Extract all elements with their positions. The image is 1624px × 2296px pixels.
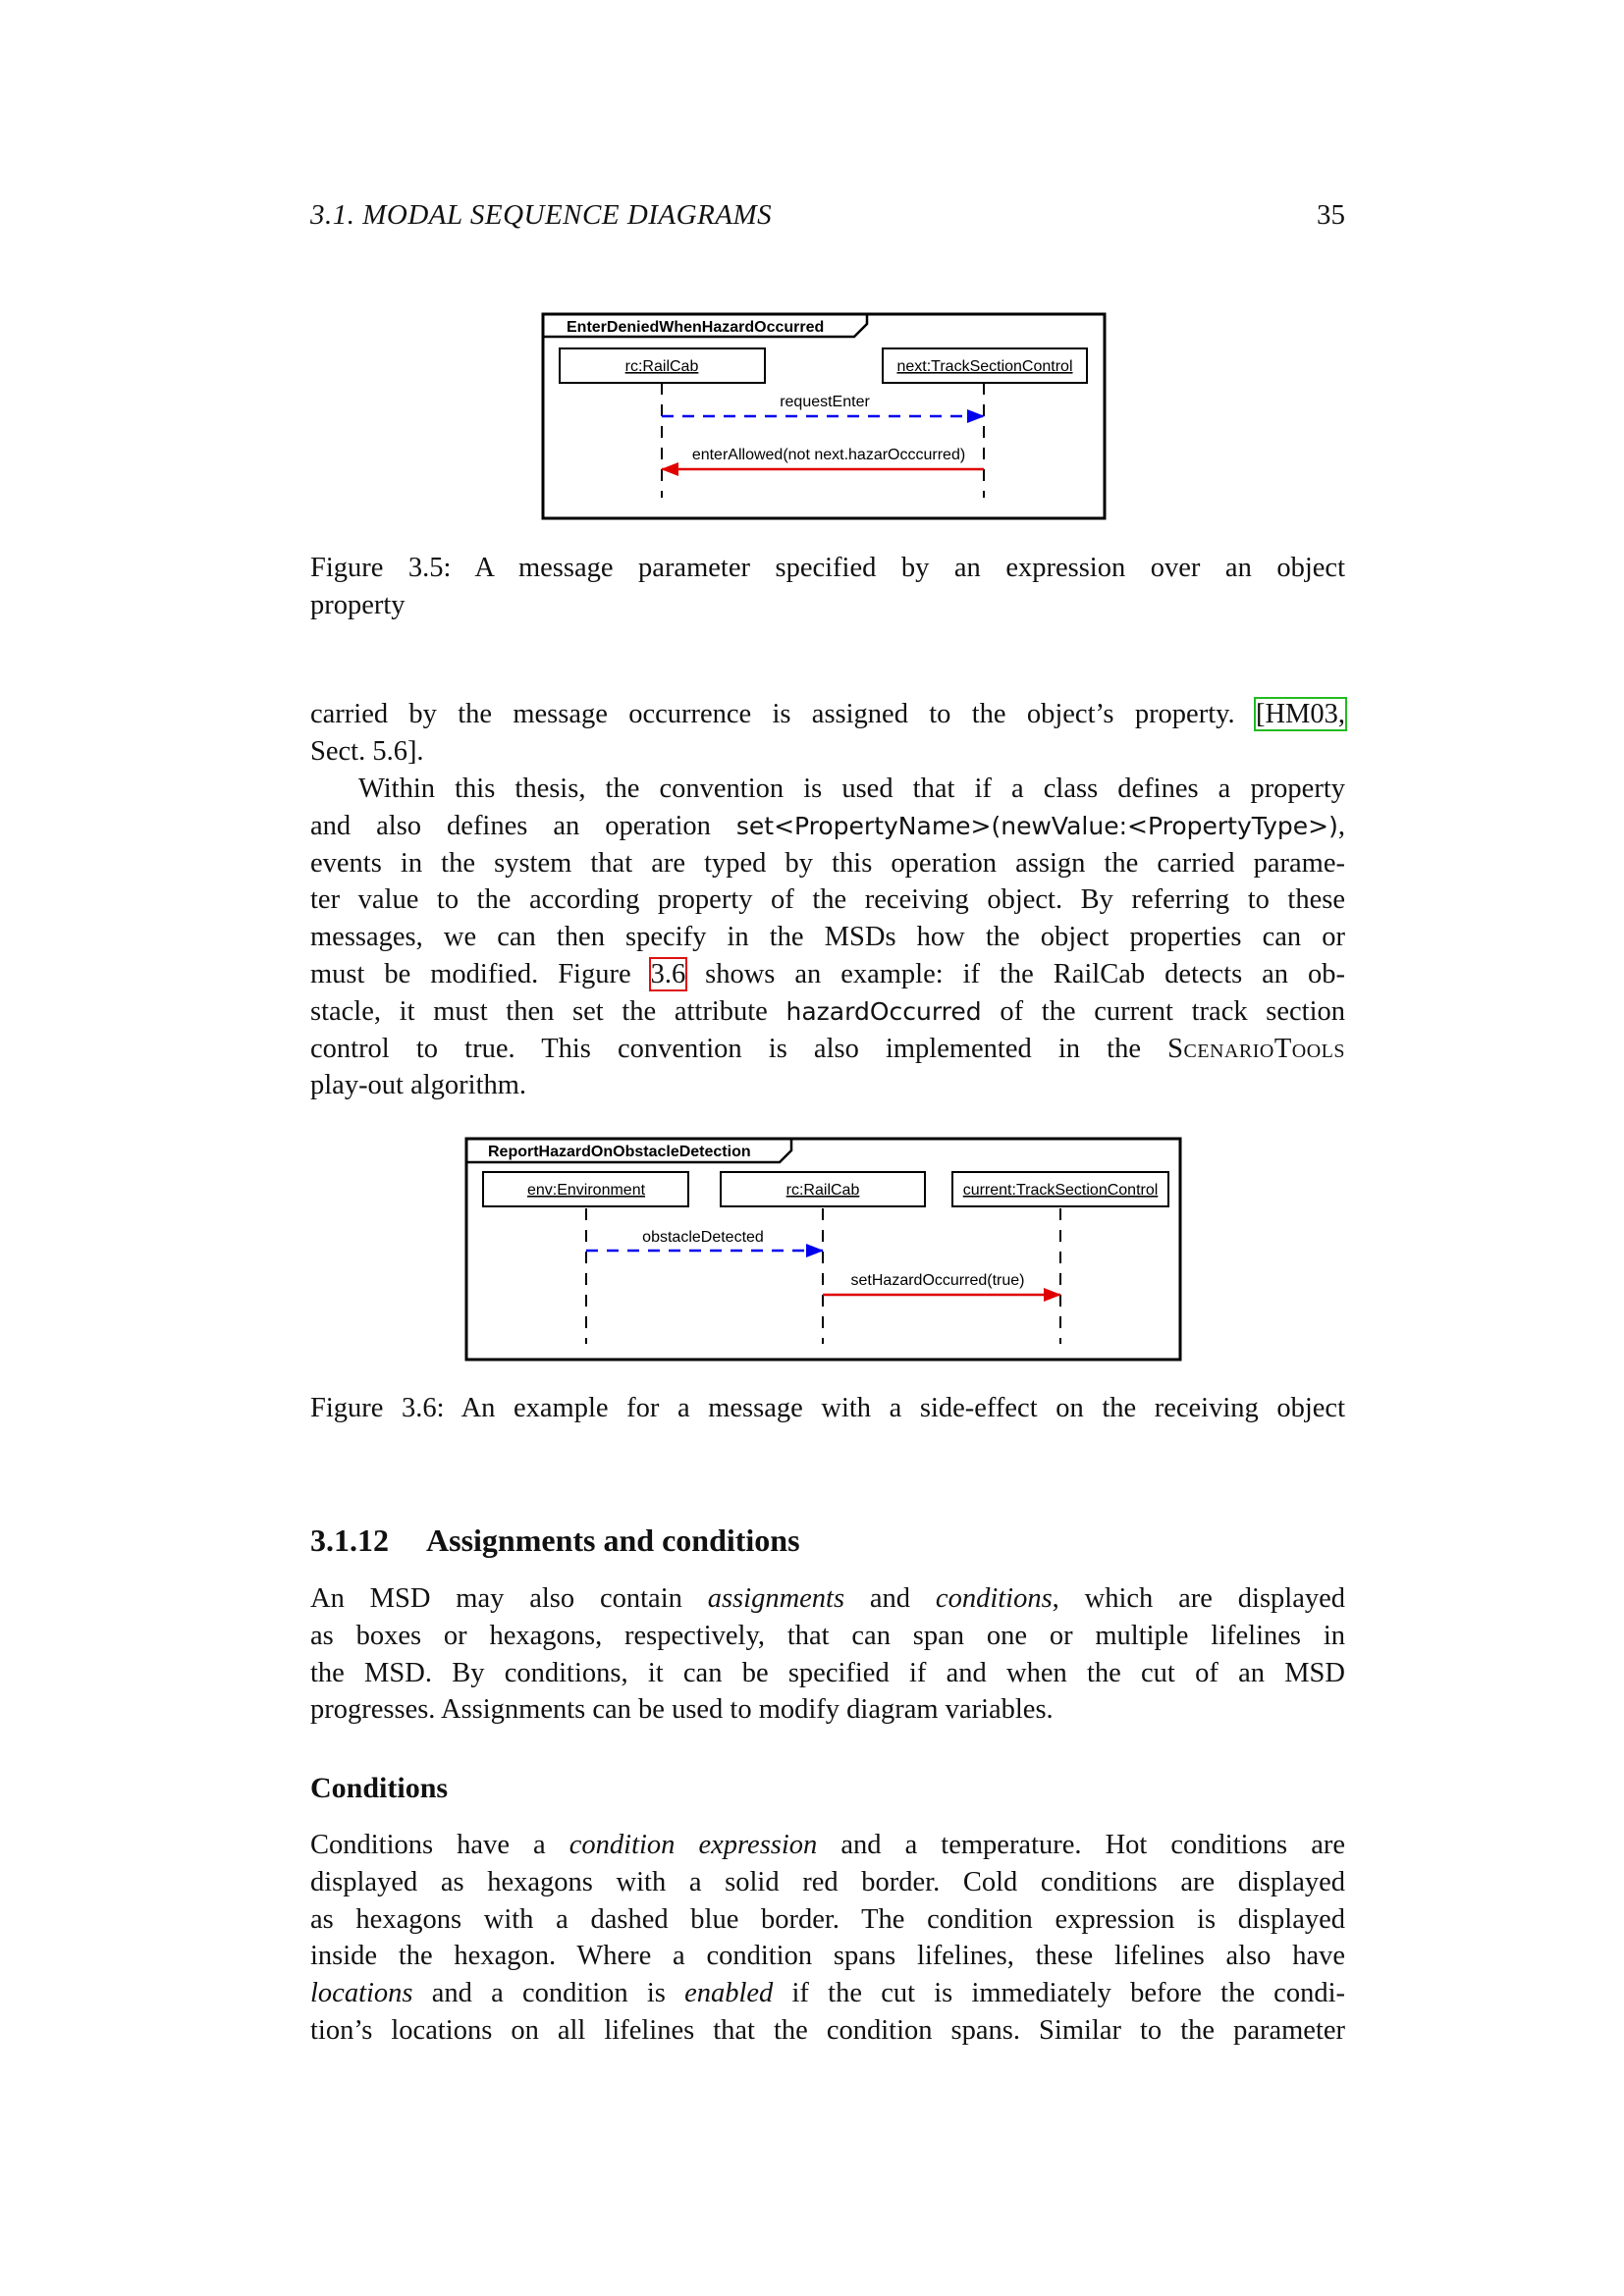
text-segment: ScenarioTools [1167,1033,1345,1064]
paragraph-1 [310,696,1345,771]
text-segment: play-out algorithm. [310,1070,527,1101]
text-line [310,845,1345,882]
text-segment: Figure 3.6: An example for a message with a side-effect on the receiving object [310,1393,1345,1423]
text-line [310,919,1345,956]
citation-link[interactable]: [HM03, [1255,699,1345,729]
text-segment: property [310,589,406,620]
text-segment: conditions [935,1583,1053,1614]
text-segment: as boxes or hexagons, respectively, that can span one or multiple lifelines in [310,1620,1345,1651]
paragraph-4 [310,1827,1345,2050]
text-line [310,696,1345,733]
text-segment: and a condition is [412,1978,685,2009]
text-segment: if the cut is immediately before the condi- [773,1978,1345,2009]
text-segment: and also defines an operation [310,810,736,841]
message-label: obstacleDetected [642,1229,764,1246]
text-line [310,550,1345,587]
section-number: 3.1.12 [310,1522,389,1558]
text-segment: displayed as hexagons with a solid red border. Cold conditions are displayed [310,1866,1345,1897]
text-line [310,1691,1345,1729]
text-segment: Within this thesis, the convention is used that if a class defines a property [358,774,1345,804]
text-line [310,1827,1345,1864]
text-segment: locations [310,1978,413,2009]
message-enterAllowed [662,447,984,469]
lifeline-rc [721,1172,925,1344]
text-segment: and a temperature. Hot conditions are [817,1830,1345,1860]
text-line [310,1580,1345,1618]
text-line [310,956,1345,993]
message-label: setHazardOccurred(true) [850,1272,1025,1289]
text-segment: An MSD may also contain [310,1583,708,1614]
message-setHazardOccurred [823,1272,1060,1295]
text-line [310,881,1345,919]
text-segment: condition expression [568,1830,818,1860]
text-segment: , which are displayed [1052,1583,1346,1614]
text-line [310,2012,1345,2050]
text-line [310,587,1345,624]
subsection-heading: Conditions [310,1772,449,1804]
figure-3-6-caption [310,1390,1345,1427]
text-segment: progresses. Assignments can be used to modify diagram variables. [310,1694,1054,1726]
text-line [310,771,1345,808]
text-line [310,1975,1345,2012]
message-obstacleDetected [586,1229,823,1251]
paragraph-3 [310,1580,1345,1729]
text-segment: assignments [707,1583,845,1614]
text-line [310,1938,1345,1975]
lifeline-next [883,348,1087,498]
lifeline-label: rc:RailCab [624,358,699,375]
text-segment: and [844,1583,936,1614]
figure-3-5-caption [310,550,1345,624]
diagram-title: ReportHazardOnObstacleDetection [488,1144,751,1160]
text-line [310,1901,1345,1939]
text-segment: Conditions have a [310,1830,569,1860]
text-segment: stacle, it must then set the attribute [310,995,786,1027]
text-segment: messages, we can then specify in the MSDs how the object properties can or [310,922,1345,953]
lifeline-label: next:TrackSectionControl [896,358,1073,375]
text-segment: events in the system that are typed by this operation assign the carried parame- [310,847,1345,879]
text-line [310,993,1345,1031]
text-segment: Sect. 5.6]. [310,735,424,767]
diagram-title: EnterDeniedWhenHazardOccurred [567,319,825,336]
paragraph-2 [310,771,1345,1104]
text-line [310,733,1345,771]
text-segment: control to true. This convention is also implemented in the [310,1033,1168,1064]
text-segment: enabled [684,1978,774,2009]
text-segment: tion’s locations on all lifelines that the condition spans. Similar to the parameter [310,2014,1345,2046]
figure-reference-link[interactable]: 3.6 [650,958,686,989]
text-segment: as hexagons with a dashed blue border. The condition expression is displayed [310,1903,1345,1935]
text-segment: set<PropertyName>(newValue:<PropertyType>) [735,811,1338,840]
message-label: requestEnter [780,394,870,410]
section-heading [310,1522,800,1559]
text-line [310,1655,1345,1692]
lifeline-rc [560,348,765,498]
lifeline-current [952,1172,1168,1344]
page-number: 35 [1317,199,1345,231]
text-line [310,1618,1345,1655]
text-segment: the MSD. By conditions, it can be specified if and when the cut of an MSD [310,1657,1345,1688]
lifeline-label: env:Environment [526,1182,646,1199]
section-title: Assignments and conditions [426,1522,800,1558]
text-segment: of the current track section [981,995,1345,1027]
text-segment: inside the hexagon. Where a condition spans lifelines, these lifelines also have [310,1941,1345,1972]
text-segment: ter value to the according property of the receiving object. By referring to these [310,884,1345,916]
text-segment: carried by the message occurrence is assigned to the object’s property. [310,699,1256,729]
message-label: enterAllowed(not next.hazarOcccurred) [691,447,966,463]
text-segment: shows an example: if the RailCab detects an ob- [685,958,1345,989]
text-segment: , [1337,810,1345,841]
text-segment: hazardOccurred [785,996,982,1026]
text-line [310,1390,1345,1427]
msd-frame [543,314,1105,518]
message-requestEnter [662,394,984,416]
text-line [310,1864,1345,1901]
lifeline-label: current:TrackSectionControl [962,1182,1159,1199]
text-segment: must be modified. Figure [310,958,651,989]
text-line [310,1067,1345,1104]
text-line [310,808,1345,845]
text-line [310,1031,1345,1068]
lifeline-label: rc:RailCab [785,1182,860,1199]
lifeline-env [483,1172,688,1344]
running-header-section: 3.1. MODAL SEQUENCE DIAGRAMS [310,199,773,231]
text-segment: Figure 3.5: A message parameter specified by an expression over an object [310,553,1345,583]
